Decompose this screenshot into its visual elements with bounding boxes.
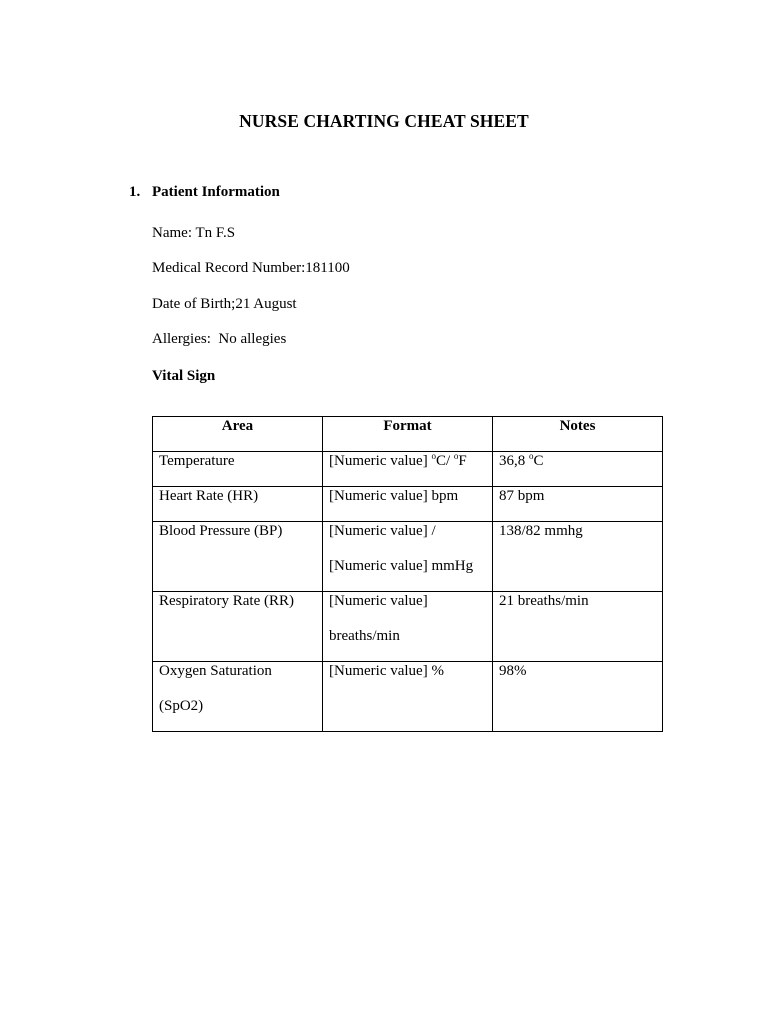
section-number: 1. xyxy=(129,184,141,200)
vital-sign-heading: Vital Sign xyxy=(152,368,216,384)
header-area: Area xyxy=(153,417,323,452)
cell-format-temperature xyxy=(323,452,493,487)
cell-format-blood-pressure xyxy=(323,522,493,592)
cell-area-oxygen-saturation xyxy=(153,662,323,732)
medical-record-number: Medical Record Number:181100 xyxy=(152,260,350,276)
cell-area-respiratory-rate xyxy=(153,592,323,662)
format-text: C/ xyxy=(435,453,454,469)
cell-format-respiratory-rate xyxy=(323,592,493,662)
area-text: Respiratory Rate (RR) xyxy=(159,593,294,609)
area-line: Oxygen Saturation xyxy=(159,663,272,679)
header-format: Format xyxy=(323,417,493,452)
table-header-row xyxy=(153,417,663,452)
cell-notes-blood-pressure xyxy=(493,522,663,592)
format-text: F xyxy=(458,453,467,469)
cell-notes-temperature xyxy=(493,452,663,487)
notes-text: 98% xyxy=(499,663,527,679)
notes-text: 21 breaths/min xyxy=(499,593,589,609)
format-line: [Numeric value] / xyxy=(329,523,436,539)
section-title: Patient Information xyxy=(152,184,280,200)
table-row xyxy=(153,592,663,662)
table-row xyxy=(153,487,663,522)
cell-area-blood-pressure xyxy=(153,522,323,592)
area-line: (SpO2) xyxy=(159,698,204,714)
date-of-birth: Date of Birth;21 August xyxy=(152,296,297,312)
document-title: NURSE CHARTING CHEAT SHEET xyxy=(239,111,529,131)
table-row xyxy=(153,522,663,592)
table-row xyxy=(153,452,663,487)
format-line: [Numeric value] mmHg xyxy=(329,558,474,574)
degree-symbol: o xyxy=(529,451,534,461)
cell-format-oxygen-saturation xyxy=(323,662,493,732)
header-notes: Notes xyxy=(493,417,663,452)
cell-format-heart-rate: [Numeric value] bpm xyxy=(323,487,493,522)
format-line: breaths/min xyxy=(329,628,400,644)
notes-text: 138/82 mmhg xyxy=(499,523,583,539)
format-line: [Numeric value] xyxy=(329,593,428,609)
format-text: [Numeric value] % xyxy=(329,663,444,679)
cell-notes-respiratory-rate xyxy=(493,592,663,662)
cell-area-temperature: Temperature xyxy=(153,452,323,487)
cell-area-heart-rate: Heart Rate (HR) xyxy=(153,487,323,522)
notes-text: C xyxy=(533,453,544,469)
allergies: Allergies: No allegies xyxy=(152,331,287,347)
cell-notes-heart-rate: 87 bpm xyxy=(493,487,663,522)
vital-signs-table xyxy=(152,416,663,732)
patient-name: Name: Tn F.S xyxy=(152,225,236,241)
format-text: [Numeric value] xyxy=(329,453,432,469)
notes-text: 36,8 xyxy=(499,453,529,469)
degree-symbol: o xyxy=(431,451,436,461)
area-text: Blood Pressure (BP) xyxy=(159,523,283,539)
section-heading-patient-information xyxy=(129,184,280,201)
degree-symbol: o xyxy=(453,451,459,461)
table-row xyxy=(153,662,663,732)
cell-notes-oxygen-saturation xyxy=(493,662,663,732)
